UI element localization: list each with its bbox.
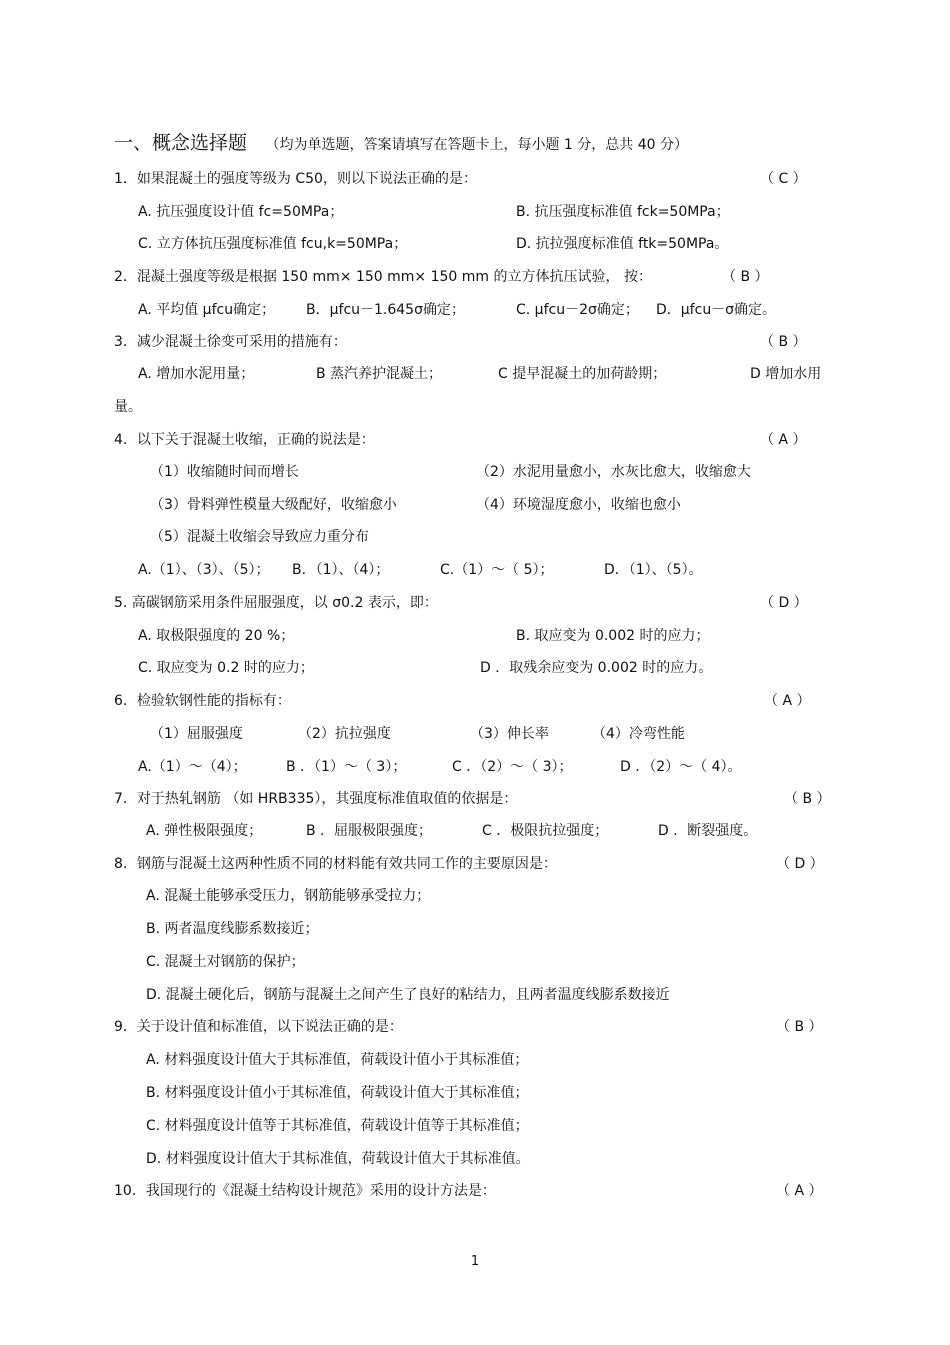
statement-item: （1）屈服强度 [150, 726, 243, 742]
option: A. 抗压强度设计值 fc=50MPa； [138, 204, 344, 220]
question-stem: 2．混凝土强度等级是根据 150 mm× 150 mm× 150 mm 的立方体抗压试验， 按： [114, 269, 652, 285]
option: C. 材料强度设计值等于其标准值，荷载设计值等于其标准值； [146, 1118, 529, 1134]
question-stem: 8．钢筋与混凝土这两种性质不同的材料能有效共同工作的主要原因是： [114, 856, 557, 872]
answer-mark: （ A ） [760, 432, 807, 448]
option: D 增加水用 [750, 366, 822, 382]
statement-item: （3）骨料弹性模量大级配好，收缩愈小 [150, 497, 397, 513]
option: C.（1）～（ 5）； [440, 562, 554, 578]
answer-mark: （ D ） [760, 595, 808, 611]
option: A. 取极限强度的 20 %； [138, 628, 295, 644]
option: A. 材料强度设计值大于其标准值，荷载设计值小于其标准值； [146, 1052, 529, 1068]
option: C ．极限抗拉强度； [482, 823, 609, 839]
answer-mark: （ A ） [776, 1183, 823, 1199]
statement-item: （1）收缩随时间而增长 [150, 464, 299, 480]
option: C. 立方体抗压强度标准值 fcu,k=50MPa； [138, 236, 408, 252]
option: A.（1）、（3）、（5）； [138, 562, 270, 578]
option: B．μfcu－1.645σ确定； [306, 302, 465, 318]
option: B ．屈服极限强度； [306, 823, 433, 839]
page-number: 1 [470, 1254, 480, 1269]
answer-mark: （ B ） [784, 791, 831, 807]
answer-mark: （ B ） [760, 334, 807, 350]
question-stem: 3．减少混凝土徐变可采用的措施有： [114, 334, 347, 350]
option: B. 抗压强度标准值 fck=50MPa； [516, 204, 730, 220]
option: D．（1）、（5）。 [604, 562, 703, 578]
option: D．μfcu－σ确定。 [656, 302, 777, 318]
option: A. 弹性极限强度； [146, 823, 263, 839]
question-stem: 10．我国现行的《混凝土结构设计规范》采用的设计方法是： [114, 1183, 496, 1199]
question-stem: 4．以下关于混凝土收缩，正确的说法是： [114, 432, 375, 448]
option: B 蒸汽养护混凝土； [316, 366, 443, 382]
option: D. 抗拉强度标准值 ftk=50MPa。 [516, 236, 729, 252]
option: D. 混凝土硬化后，钢筋与混凝土之间产生了良好的粘结力，且两者温度线膨系数接近 [146, 987, 670, 1003]
option: D ．（2）～（ 4）。 [620, 759, 742, 775]
answer-mark: （ A ） [764, 693, 811, 709]
section-heading [114, 134, 688, 154]
option: C 提早混凝土的加荷龄期； [498, 366, 667, 382]
answer-mark: （ B ） [722, 269, 769, 285]
option: C ．（2）～（ 3）； [452, 759, 573, 775]
section-note: （均为单选题，答案请填写在答题卡上，每小题 1 分，总共 40 分） [265, 137, 688, 153]
option: C. 取应变为 0.2 时的应力； [138, 660, 314, 676]
question-stem: 7．对于热轧钢筋 （如 HRB335），其强度标准值取值的依据是： [114, 791, 518, 807]
option: B. 材料强度设计值小于其标准值，荷载设计值大于其标准值； [146, 1085, 529, 1101]
option: C. 混凝土对钢筋的保护； [146, 954, 305, 970]
option: A. 平均值 μfcu确定； [138, 302, 276, 318]
statement-item: （4）冷弯性能 [592, 726, 685, 742]
statement-item: （2）水泥用量愈小，水灰比愈大，收缩愈大 [476, 464, 751, 480]
answer-mark: （ C ） [760, 171, 807, 187]
statement-item: （5）混凝土收缩会导致应力重分布 [150, 529, 369, 545]
option: B ．（1）～（ 3）； [286, 759, 407, 775]
question-stem: 1．如果混凝土的强度等级为 C50，则以下说法正确的是： [114, 171, 477, 187]
section-title: 一、概念选择题 [114, 132, 248, 154]
option: D ．断裂强度。 [658, 823, 758, 839]
option: B. 取应变为 0.002 时的应力； [516, 628, 710, 644]
question-stem: 5. 高碳钢筋采用条件屈服强度，以 σ0.2 表示，即： [114, 595, 438, 611]
statement-item: （4）环境湿度愈小，收缩也愈小 [476, 497, 681, 513]
answer-mark: （ B ） [776, 1019, 823, 1035]
option: D ．取残余应变为 0.002 时的应力。 [480, 660, 713, 676]
option: A. 增加水泥用量； [138, 366, 255, 382]
option: A.（1）～（4）； [138, 759, 247, 775]
statement-item: （2）抗拉强度 [298, 726, 391, 742]
option: A. 混凝土能够承受压力，钢筋能够承受拉力； [146, 888, 431, 904]
option: B. 两者温度线膨系数接近； [146, 921, 319, 937]
question-stem: 6．检验软钢性能的指标有： [114, 693, 291, 709]
option-continuation: 量。 [114, 399, 142, 415]
question-stem: 9．关于设计值和标准值，以下说法正确的是： [114, 1019, 403, 1035]
answer-mark: （ D ） [776, 856, 824, 872]
option: D. 材料强度设计值大于其标准值，荷载设计值大于其标准值。 [146, 1151, 530, 1167]
option: B．（1）、（4）； [292, 562, 390, 578]
statement-item: （3）伸长率 [470, 726, 549, 742]
option: C. μfcu－2σ确定； [516, 302, 639, 318]
